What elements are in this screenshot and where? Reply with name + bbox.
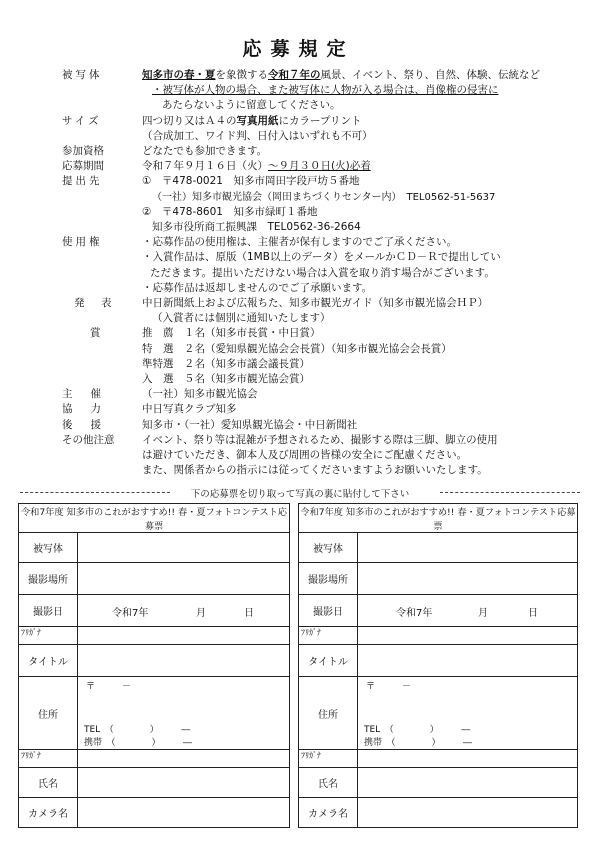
form-header: 令和7年度 知多市のこれがおすすめ!! 春・夏フォトコンテスト応募票 bbox=[19, 504, 290, 533]
rule-text: ただきます。提出いただけない場合は入賞を取り消す場合がございます。 bbox=[150, 266, 495, 279]
title-furigana-field[interactable] bbox=[358, 627, 578, 645]
tel-label: TEL （ ） ― bbox=[364, 725, 471, 735]
address-label: 住所 bbox=[299, 677, 358, 750]
location-field[interactable] bbox=[78, 563, 290, 595]
rule-text: ① 〒478-0021 知多市岡田字段戸坊５番地 bbox=[142, 175, 360, 188]
zip-label: 〒 － bbox=[86, 682, 132, 692]
rule-text: ・入賞作品は、原版（1MB以上のデータ）をメールかＣＤ－Ｒで提出してい bbox=[142, 251, 501, 264]
date-label: 撮影日 bbox=[299, 595, 358, 627]
rule-label: その他注意 bbox=[62, 433, 115, 446]
rule-text: 令和７年の bbox=[268, 69, 321, 81]
rule-text: を象徴する bbox=[215, 69, 268, 81]
title-label: タイトル bbox=[299, 645, 358, 677]
rule-text: 入 選 ５名（知多市観光協会賞） bbox=[142, 373, 310, 386]
rule-label: 使用権 bbox=[62, 236, 103, 249]
rule-note: （合成加工、ワイド判、日付入はいずれも不可） bbox=[142, 129, 373, 142]
address-label: 住所 bbox=[19, 677, 78, 750]
mobile-label: 携帯 （ ） ― bbox=[364, 738, 473, 748]
furigana-label: ﾌﾘｶﾞﾅ bbox=[21, 628, 41, 637]
rule-subject bbox=[62, 68, 587, 83]
rule-label: 主催 bbox=[62, 388, 119, 401]
rule-note: あたらないように留意してください。 bbox=[162, 99, 341, 112]
date-label: 撮影日 bbox=[19, 595, 78, 627]
tel-label: TEL （ ） ― bbox=[84, 725, 191, 735]
title-furigana-field[interactable] bbox=[78, 627, 290, 645]
rule-text: イベント、祭り等は混雑が予想されるため、撮影する際は三脚、脚立の使用 bbox=[142, 433, 498, 446]
subject-field[interactable] bbox=[358, 533, 578, 563]
rule-text: は避けていただき、御本人及び周囲の皆様の安全にご配慮ください。 bbox=[142, 449, 468, 462]
camera-field[interactable] bbox=[78, 798, 290, 828]
cut-dash-right bbox=[440, 492, 580, 493]
rule-text: 写真用紙 bbox=[236, 114, 279, 127]
rule-text: 四つ切り又はＡ４の bbox=[142, 114, 237, 127]
subject-field[interactable] bbox=[78, 533, 290, 563]
rule-text: 中日写真クラブ知多 bbox=[142, 403, 237, 416]
name-label: 氏名 bbox=[299, 768, 358, 798]
subject-label: 被写体 bbox=[299, 533, 358, 563]
rule-coop bbox=[62, 402, 587, 417]
rule-announce bbox=[62, 296, 587, 311]
rule-label: 参加資格 bbox=[62, 145, 104, 158]
rule-label: 発 表 bbox=[74, 297, 115, 310]
rule-rights bbox=[62, 235, 587, 250]
cut-line bbox=[20, 486, 580, 498]
rule-note: ・被写体が人物の場合、また被写体に人物が入る場合は、肖像権の侵害に bbox=[152, 84, 499, 97]
furigana-label: ﾌﾘｶﾞﾅ bbox=[301, 751, 321, 760]
mobile-label: 携帯 （ ） ― bbox=[84, 738, 193, 748]
rule-text: （一社）知多市観光協会（岡田まちづくりセンター内） TEL0562-51-5637 bbox=[152, 191, 496, 203]
rule-text: 知多市役所商工振興課 TEL0562-36-2664 bbox=[152, 221, 361, 234]
rule-label: 協力 bbox=[62, 403, 119, 416]
rule-support bbox=[62, 418, 587, 433]
rule-label: サイズ bbox=[62, 114, 102, 127]
date-day: 日 bbox=[244, 608, 254, 619]
cut-instruction: 下の応募票を切り取って写真の裏に貼付して下さい bbox=[190, 489, 410, 500]
rule-text: 中日新聞紙上および広報ちた、知多市観光ガイド（知多市観光協会ＨＰ） bbox=[142, 297, 489, 310]
entry-form-left bbox=[18, 503, 290, 828]
address-field[interactable] bbox=[78, 677, 290, 750]
rule-period bbox=[62, 159, 587, 174]
form-header: 令和7年度 知多市のこれがおすすめ!! 春・夏フォトコンテスト応募票 bbox=[299, 504, 578, 533]
title-field[interactable] bbox=[358, 645, 578, 677]
zip-label: 〒 － bbox=[366, 682, 412, 692]
rule-text: 風景、イベント、祭り、自然、体験、伝統など bbox=[320, 69, 541, 81]
rule-text: （入賞者には個別に通知いたします） bbox=[152, 312, 331, 325]
rule-label: 提出先 bbox=[62, 175, 103, 188]
rule-submit bbox=[62, 174, 587, 189]
rule-text: 特 選 ２名（愛知県観光協会会長賞）（知多市観光協会会長賞） bbox=[142, 342, 452, 355]
entry-form-right bbox=[298, 503, 578, 828]
date-year: 令和7年 bbox=[112, 608, 149, 619]
name-field[interactable] bbox=[358, 768, 578, 798]
rule-text: （一社）知多市観光協会 bbox=[142, 388, 258, 401]
date-field[interactable] bbox=[358, 595, 578, 627]
rule-label: 応募期間 bbox=[62, 160, 104, 173]
title-field[interactable] bbox=[78, 645, 290, 677]
date-month: 月 bbox=[196, 608, 206, 619]
name-field[interactable] bbox=[78, 768, 290, 798]
camera-label: カメラ名 bbox=[19, 798, 78, 828]
date-year: 令和7年 bbox=[396, 608, 433, 619]
rule-size bbox=[62, 114, 587, 129]
name-label: 氏名 bbox=[19, 768, 78, 798]
rule-text: にカラープリント bbox=[278, 114, 362, 127]
address-field[interactable] bbox=[358, 677, 578, 750]
title-label: タイトル bbox=[19, 645, 78, 677]
camera-label: カメラ名 bbox=[299, 798, 358, 828]
rule-text: 知多市の春・夏 bbox=[142, 69, 216, 81]
rule-text: また、関係者からの指示には従ってくださいますようお願いいたします。 bbox=[142, 464, 488, 477]
rule-text: 令和７年９月１６日（火） bbox=[142, 160, 268, 173]
rule-host bbox=[62, 387, 587, 402]
name-furigana-field[interactable] bbox=[358, 750, 578, 768]
rule-text: 推 薦 １名（知多市長賞・中日賞） bbox=[142, 327, 321, 340]
furigana-label: ﾌﾘｶﾞﾅ bbox=[301, 628, 321, 637]
rule-label: 賞 bbox=[90, 327, 104, 340]
rule-label: 被写体 bbox=[62, 69, 103, 81]
location-field[interactable] bbox=[358, 563, 578, 595]
date-field[interactable] bbox=[78, 595, 290, 627]
furigana-label: ﾌﾘｶﾞﾅ bbox=[21, 751, 41, 760]
location-label: 撮影場所 bbox=[19, 563, 78, 595]
rule-text: どなたでも参加できます。 bbox=[142, 145, 268, 158]
date-month: 月 bbox=[478, 608, 488, 619]
rule-text: ② 〒478-8601 知多市緑町１番地 bbox=[142, 205, 318, 218]
rule-text: 知多市・（一社）愛知県観光協会・中日新聞社 bbox=[142, 418, 358, 431]
rule-label: 後援 bbox=[62, 418, 119, 431]
rule-text: 準特選 ２名（知多市議会議長賞） bbox=[142, 357, 310, 370]
date-day: 日 bbox=[528, 608, 538, 619]
rule-notes bbox=[62, 433, 587, 448]
rule-text: ・応募作品の使用権は、主催者が保有しますのでご了承ください。 bbox=[142, 236, 457, 249]
rule-text: ～９月３０日(火)必着 bbox=[268, 160, 371, 173]
rules-section bbox=[62, 68, 587, 478]
subject-label: 被写体 bbox=[19, 533, 78, 563]
camera-field[interactable] bbox=[358, 798, 578, 828]
rule-text: ・応募作品は返却しませんのでご了承願います。 bbox=[142, 281, 373, 294]
rule-prize bbox=[62, 326, 587, 341]
location-label: 撮影場所 bbox=[299, 563, 358, 595]
page-title: 応募規定 bbox=[242, 38, 355, 60]
rule-eligibility bbox=[62, 144, 587, 159]
name-furigana-field[interactable] bbox=[78, 750, 290, 768]
